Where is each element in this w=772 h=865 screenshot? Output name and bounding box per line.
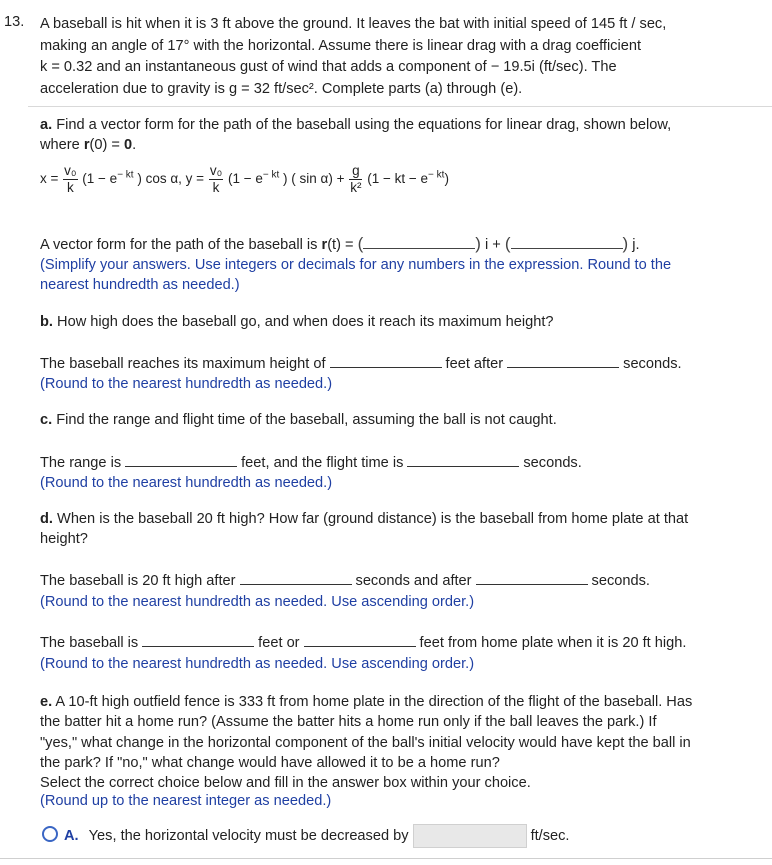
- part-d-prompt-2: height?: [40, 531, 88, 547]
- radio-button[interactable]: [42, 826, 58, 842]
- question-stem: [40, 14, 666, 100]
- part-c-answer-line: The range is feet, and the flight time is seconds.: [40, 452, 582, 471]
- divider: [28, 106, 772, 107]
- part-d-prompt: d. When is the baseball 20 ft high? How far (ground distance) is the baseball from home plate at that: [40, 511, 689, 527]
- part-b-answer-line: The baseball reaches its maximum height of feet after seconds.: [40, 353, 682, 372]
- fraction-g-over-k2: $\frac{g}{\text{k²}}$: [350, 163, 362, 195]
- linear-drag-equations: x = $\frac{\text{v₀}}{k}$ ($1 - e^{- kt}$ ) cos α, y = $\frac{\text{v₀}}{k}$ ($1 - e^{- kt}$ ) ( sin α) + $\frac{g}{\text{k²}}$ (1 − kt − $e^{- kt}$): [40, 163, 449, 195]
- flight-time-input[interactable]: [407, 452, 519, 467]
- part-d-answer-line-2: The baseball is feet or feet from home plate when it is 20 ft high.: [40, 632, 686, 651]
- part-b-hint: (Round to the nearest hundredth as needed.): [40, 376, 333, 392]
- velocity-change-input[interactable]: [413, 824, 527, 848]
- distance-first-input[interactable]: [142, 632, 254, 647]
- time-first-input[interactable]: [240, 570, 352, 585]
- j-component-input[interactable]: [511, 234, 623, 249]
- part-d-answer-line-1: The baseball is 20 ft high after seconds and after seconds.: [40, 570, 650, 589]
- stem-line: acceleration due to gravity is g = 32 ft/sec². Complete parts (a) through (e).: [40, 80, 523, 97]
- part-e-prompt: e. A 10-ft high outfield fence is 333 ft from home plate in the direction of the flight of the baseball. Has the batter hit a home run? (Assume the batter hits a home run only if the ball leaves the park.) If "yes," what change in the horizontal component of the ball's initial velocity would have kept the ball in the park? If "no," what change would have allowed it to be a home run? Select the correct choice below and fill in the answer box within your choice.: [40, 694, 693, 792]
- fraction-v0-over-k: $\frac{\text{v₀}}{k}$: [209, 163, 223, 195]
- part-a-answer-line: A vector form for the path of the baseball is r(t) = ( ) i + ( ) j.: [40, 234, 640, 253]
- bottom-divider: [0, 858, 772, 859]
- choice-a[interactable]: A. Yes, the horizontal velocity must be decreased by ft/sec.: [42, 824, 570, 848]
- max-height-input[interactable]: [330, 353, 442, 368]
- question-number: 13.: [4, 14, 25, 30]
- i-component-input[interactable]: [363, 234, 475, 249]
- part-b-prompt: b. How high does the baseball go, and when does it reach its maximum height?: [40, 314, 554, 330]
- part-a-hint-2: nearest hundredth as needed.): [40, 277, 240, 293]
- stem-line: A baseball is hit when it is 3 ft above the ground. It leaves the bat with initial speed of 145 ft / sec,: [40, 16, 667, 32]
- part-a-prompt: a. Find a vector form for the path of the baseball using the equations for linear drag, shown below,: [40, 117, 672, 133]
- max-height-time-input[interactable]: [507, 353, 619, 368]
- distance-second-input[interactable]: [304, 632, 416, 647]
- time-second-input[interactable]: [476, 570, 588, 585]
- part-c-hint: (Round to the nearest hundredth as needed.): [40, 475, 333, 491]
- part-c-prompt: c. Find the range and flight time of the baseball, assuming the ball is not caught.: [40, 412, 557, 428]
- stem-line: making an angle of 17° with the horizontal. Assume there is linear drag with a drag coefficient: [40, 37, 642, 54]
- fraction-v0-over-k: $\frac{\text{v₀}}{k}$: [64, 163, 77, 195]
- part-a-prompt-2: where r(0) = 0.: [40, 137, 137, 153]
- part-d-hint-1: (Round to the nearest hundredth as needed. Use ascending order.): [40, 594, 475, 610]
- part-e-hint: (Round up to the nearest integer as needed.): [40, 793, 332, 809]
- part-d-hint-2: (Round to the nearest hundredth as needed. Use ascending order.): [40, 656, 475, 672]
- part-a-hint: (Simplify your answers. Use integers or decimals for any numbers in the expression. Round to the: [40, 257, 672, 273]
- stem-line: k = 0.32 and an instantaneous gust of wind that adds a component of − 19.5i (ft/sec). The: [40, 59, 617, 75]
- range-input[interactable]: [125, 452, 237, 467]
